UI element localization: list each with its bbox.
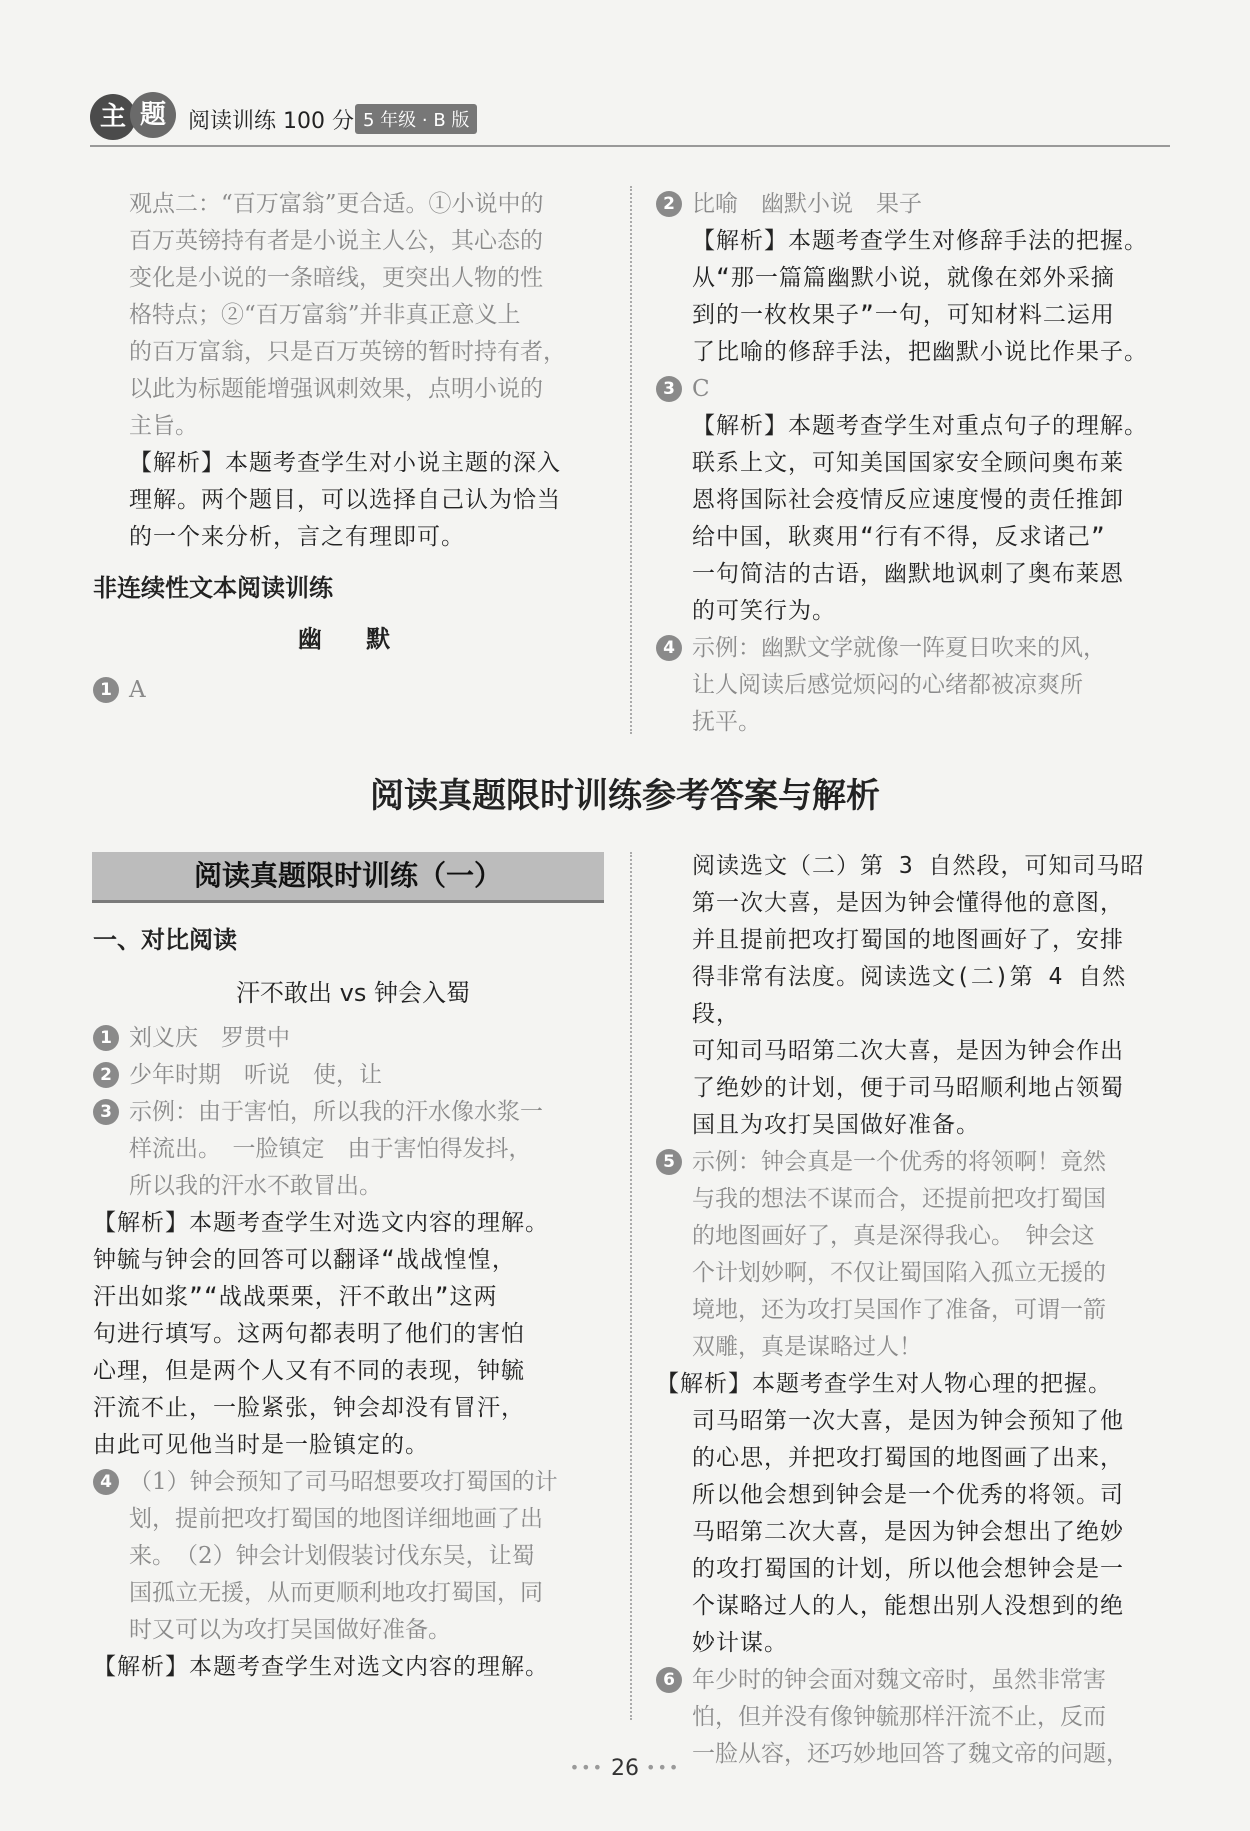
bottom-left-column [93,922,613,1686]
text-line: 来。 （2）钟会计划假装讨伐东吴，让蜀 [129,1543,535,1569]
text-line: 由此可见他当时是一脸镇定的。 [93,1432,429,1458]
answer-text: 年少时的钟会面对魏文帝时，虽然非常害 [692,1667,1106,1693]
text-line: 时又可以为攻打吴国做好准备。 [129,1617,451,1643]
question-5 [656,1144,1166,1366]
text-line: 阅读选文（二）第 3 自然段，可知司马昭 [692,853,1145,879]
text-line: 抚平。 [692,709,761,735]
text-line: 的心思，并把攻打蜀国的地图画了出来， [692,1445,1124,1471]
text-line: 汗出如浆”“战战栗栗，汗不敢出”这两 [93,1284,498,1310]
q5-analysis [656,1366,1166,1662]
text-line: 可知司马昭第二次大喜，是因为钟会作出 [692,1038,1124,1064]
text-line: 个谋略过人的人，能想出别人没想到的绝 [692,1593,1124,1619]
text-line: 了绝妙的计划，便于司马昭顺利地占领蜀 [692,1075,1124,1101]
question-number-badge: 3 [93,1099,119,1125]
q3-analysis [93,1205,613,1464]
question-2 [656,186,1166,223]
text-line: 妙计谋。 [692,1630,788,1656]
answer-text: 示例：钟会真是一个优秀的将领啊！竟然 [692,1149,1106,1175]
view2-answer [93,186,613,445]
question-1 [93,1020,613,1057]
logo-char-2: 题 [130,92,176,138]
sub-title: 汗不敢出 vs 钟会入蜀 [236,979,470,1007]
text-line: 样流出。 一脸镇定 由于害怕得发抖， [129,1136,532,1162]
text-line: 怕，但并没有像钟毓那样汗流不止，反而 [692,1704,1106,1730]
text-line: 的攻打蜀国的计划，所以他会想钟会是一 [692,1556,1124,1582]
q4-analysis-continued [656,848,1166,1144]
book-title: 阅读训练 100 分 [188,109,354,134]
page-number: 26 [611,1756,639,1781]
text-line: 【解析】本题考查学生对人物心理的把握。 [656,1371,1112,1397]
text-line: 心理，但是两个人又有不同的表现，钟毓 [93,1358,525,1384]
text-line: 与我的想法不谋而合，还提前把攻打蜀国 [692,1186,1106,1212]
question-2 [93,1057,613,1094]
grade-tag: 5 年级 · B 版 [355,104,477,134]
text-line: 【解析】本题考查学生对选文内容的理解。 [93,1654,549,1680]
answer-text: A [129,677,146,703]
question-4 [93,1464,613,1649]
text-line: 句进行填写。这两句都表明了他们的害怕 [93,1321,525,1347]
question-4 [656,630,1166,741]
text-line: 的地图画好了，真是深得我心。 钟会这 [692,1223,1095,1249]
text-line: 的一个来分析，言之有理即可。 [129,524,465,550]
text-line: 个计划妙啊，不仅让蜀国陷入孤立无援的 [692,1260,1106,1286]
question-number-badge: 2 [656,191,682,217]
bottom-right-column [656,848,1166,1773]
logo-char-1: 主 [90,94,136,140]
text-line: 主旨。 [129,413,198,439]
q4-analysis [93,1649,613,1686]
text-line: 百万英镑持有者是小说主人公，其心态的 [129,228,543,254]
text-line: 司马昭第一次大喜，是因为钟会预知了他 [692,1408,1124,1434]
question-number-badge: 6 [656,1667,682,1693]
column-divider [630,852,632,1720]
text-line: 从“那一篇篇幽默小说，就像在郊外采摘 [692,265,1115,291]
text-line: 观点二：“百万富翁”更合适。①小说中的 [129,191,544,217]
text-line: 理解。两个题目，可以选择自己认为恰当 [129,487,561,513]
text-line: 所以他会想到钟会是一个优秀的将领。司 [692,1482,1124,1508]
question-number-badge: 2 [93,1062,119,1088]
main-title: 阅读真题限时训练参考答案与解析 [370,776,880,816]
footer-dots-right: ••• [646,1758,681,1777]
answer-text: 少年时期 听说 使，让 [129,1062,382,1088]
text-line: 联系上文，可知美国国家安全顾问奥布莱 [692,450,1124,476]
top-right-column [656,186,1166,741]
view2-analysis [93,445,613,556]
section-title: 一、对比阅读 [93,926,237,954]
question-number-badge: 3 [656,376,682,402]
text-line: 得非常有法度。阅读选文(二)第 4 自然段， [692,964,1127,1027]
question-number-badge: 1 [93,677,119,703]
q3-analysis [656,408,1166,630]
text-line: 的百万富翁，只是百万英镑的暂时持有者， [129,339,566,365]
text-line: 并且提前把攻打蜀国的地图画好了，安排 [692,927,1124,953]
question-1 [93,672,613,709]
text-line: 国孤立无援，从而更顺利地攻打蜀国，同 [129,1580,543,1606]
box-title: 阅读真题限时训练（一） [92,852,604,903]
header-rule [90,145,1170,147]
text-line: 马昭第二次大喜，是因为钟会想出了绝妙 [692,1519,1124,1545]
text-line: 国且为攻打吴国做好准备。 [692,1112,980,1138]
text-line: 的可笑行为。 [692,598,836,624]
text-line: 境地，还为攻打吴国作了准备，可谓一箭 [692,1297,1106,1323]
page-header [90,92,1170,148]
text-line: 了比喻的修辞手法，把幽默小说比作果子。 [692,339,1148,365]
text-line: 【解析】本题考查学生对选文内容的理解。 [93,1210,549,1236]
text-line: 汗流不止，一脸紧张，钟会却没有冒汗， [93,1395,525,1421]
question-number-badge: 5 [656,1149,682,1175]
question-number-badge: 4 [93,1469,119,1495]
answer-text: （1）钟会预知了司马昭想要攻打蜀国的计 [129,1469,558,1495]
text-line: 【解析】本题考查学生对小说主题的深入 [129,450,561,476]
answer-text: 比喻 幽默小说 果子 [692,191,922,217]
question-number-badge: 4 [656,635,682,661]
text-line: 到的一枚枚果子”一句，可知材料二运用 [692,302,1115,328]
top-left-column [93,186,613,709]
text-line: 【解析】本题考查学生对重点句子的理解。 [692,413,1148,439]
text-line: 给中国，耿爽用“行有不得，反求诸己” [692,524,1106,550]
sub-title: 幽 默 [297,625,409,653]
text-line: 所以我的汗水不敢冒出。 [129,1173,382,1199]
answer-text: 刘义庆 罗贯中 [129,1025,290,1051]
text-line: 恩将国际社会疫情反应速度慢的责任推卸 [692,487,1124,513]
text-line: 让人阅读后感觉烦闷的心绪都被凉爽所 [692,672,1083,698]
text-line: 【解析】本题考查学生对修辞手法的把握。 [692,228,1148,254]
text-line: 双雕，真是谋略过人！ [692,1334,922,1360]
text-line: 划，提前把攻打蜀国的地图详细地画了出 [129,1506,543,1532]
text-line: 一脸从容，还巧妙地回答了魏文帝的问题， [692,1741,1129,1767]
answer-text: 示例：由于害怕，所以我的汗水像水浆一 [129,1099,543,1125]
q2-analysis [656,223,1166,371]
answer-text: 示例：幽默文学就像一阵夏日吹来的风， [692,635,1106,661]
question-number-badge: 1 [93,1025,119,1051]
answer-text: C [692,376,710,402]
footer-dots-left: ••• [569,1758,604,1777]
question-3 [93,1094,613,1205]
text-line: 变化是小说的一条暗线，更突出人物的性 [129,265,543,291]
question-3 [656,371,1166,408]
page-footer [0,1756,1250,1781]
text-line: 钟毓与钟会的回答可以翻译“战战惶惶， [93,1247,516,1273]
text-line: 一句简洁的古语，幽默地讽刺了奥布莱恩 [692,561,1124,587]
column-divider [630,186,632,734]
book-logo [90,92,180,142]
section-title: 非连续性文本阅读训练 [93,574,333,602]
text-line: 以此为标题能增强讽刺效果，点明小说的 [129,376,543,402]
text-line: 格特点；②“百万富翁”并非真正意义上 [129,302,521,328]
text-line: 第一次大喜，是因为钟会懂得他的意图， [692,890,1124,916]
